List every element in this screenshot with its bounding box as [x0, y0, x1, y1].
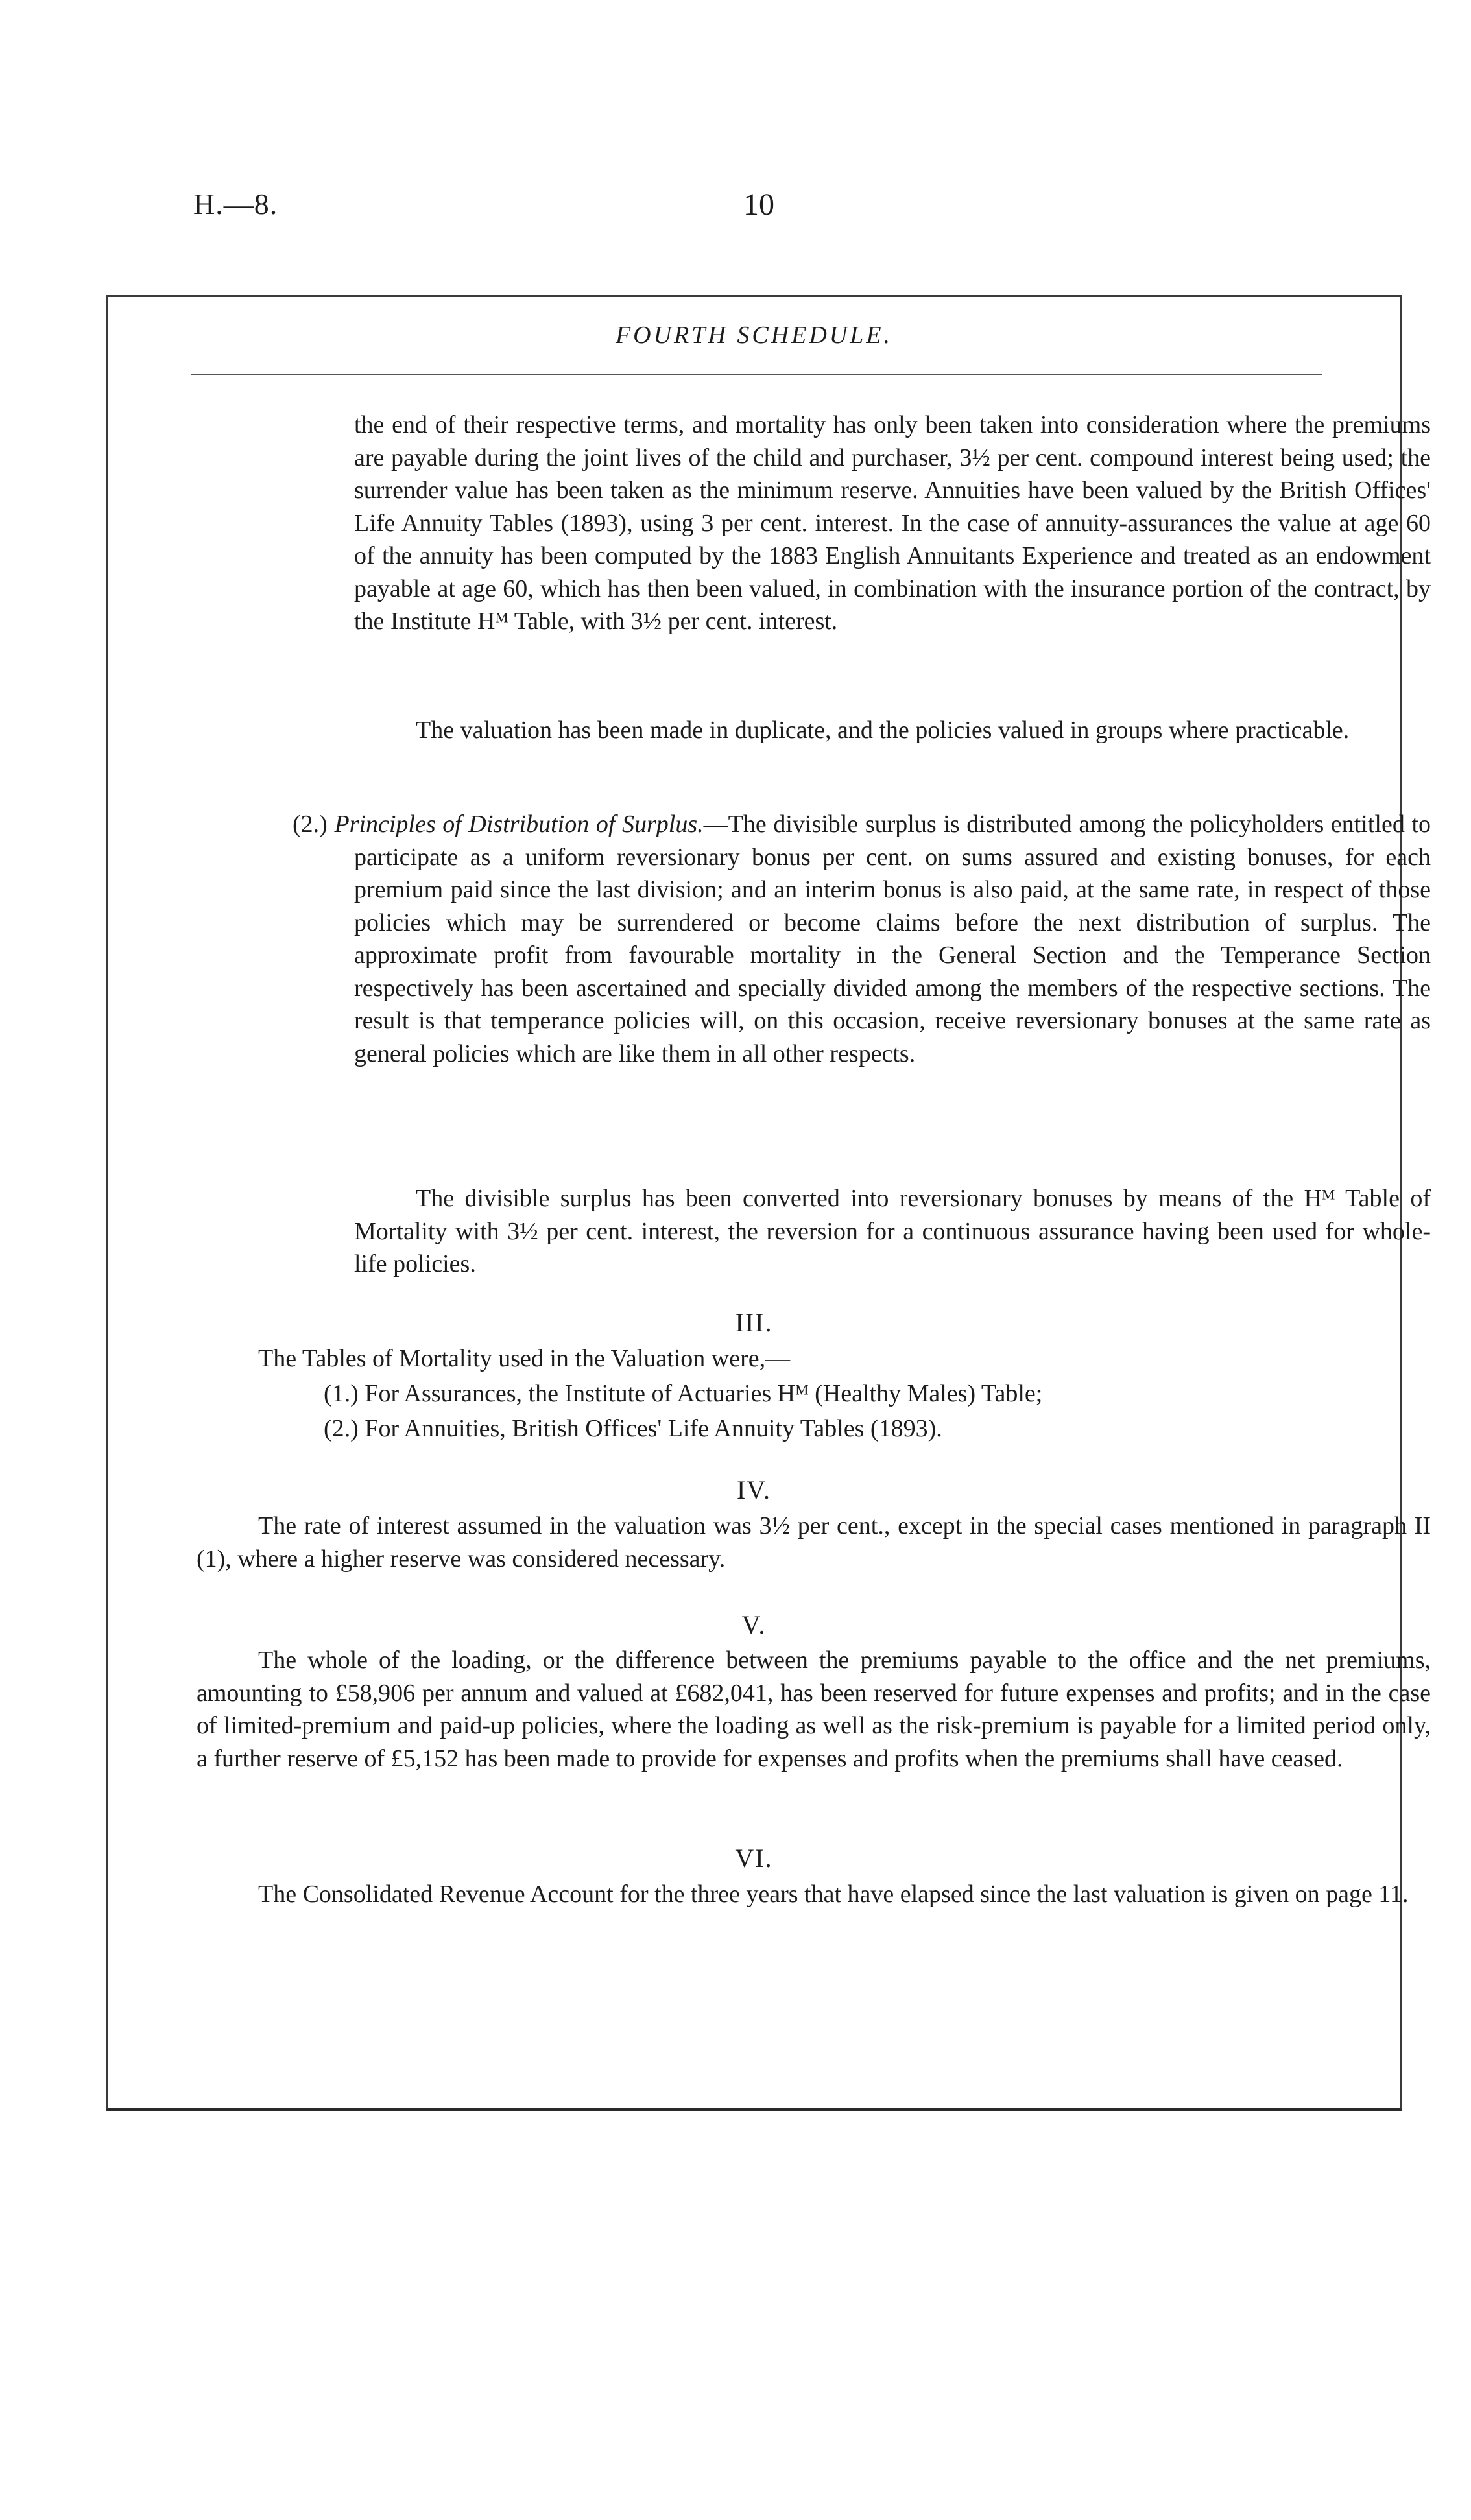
section-iii-item-1: (1.) For Assurances, the Institute of Actuaries Hᴹ (Healthy Males) Table; — [324, 1380, 1043, 1407]
item-2-number: (2.) — [293, 811, 328, 838]
document-code: H.—8. — [193, 187, 278, 220]
distribution-of-surplus-item — [293, 808, 1431, 1070]
section-iii-intro: The Tables of Mortality used in the Valuation were,— — [258, 1345, 791, 1372]
section-v-numeral: V. — [741, 1610, 767, 1639]
schedule-title: FOURTH SCHEDULE. — [615, 322, 893, 349]
section-ii-paragraph-2: The valuation has been made in duplicate, and the policies valued in groups where practicable. — [416, 717, 1350, 744]
page-number: 10 — [743, 187, 774, 222]
schedule-frame — [106, 295, 1431, 2111]
section-ii-paragraph-3: The divisible surplus has been converted into reversionary bonuses by means of the Hᴹ Table of Mortality with 3½ per cent. interest, the reversion for a continuous assurance having been used for whole-life policies. — [354, 1185, 1431, 1278]
section-iii-numeral: III. — [735, 1308, 773, 1337]
section-iv-numeral: IV. — [736, 1475, 772, 1504]
item-2-heading: Principles of Distribution of Surplus. — [334, 811, 704, 838]
section-vi-numeral: VI. — [735, 1844, 773, 1873]
section-vi-text: The Consolidated Revenue Account for the three years that have elapsed since the last valuation is given on page 11. — [258, 1881, 1409, 1908]
section-iv-text: The rate of interest assumed in the valuation was 3½ per cent., except in the special cases mentioned in paragraph II (1), where a higher reserve was considered necessary. — [197, 1512, 1431, 1573]
item-2-text: —The divisible surplus is distributed among the policyholders entitled to participate as a uniform reversionary bonus per cent. on sums assured and existing bonuses, for each premium paid since the last division; and an interim bonus is also paid, at the same rate, in respect of those policies which may be surrendered or become claims before the next distribution of surplus. The approximate profit from favourable mortality in the General Section and the Temperance Section respectively has been ascertained and specially divided among the members of the respective sections. The result is that temperance policies will, on this occasion, receive reversionary bonuses at the same rate as general policies which are like them in all other respects. — [354, 811, 1431, 1067]
schedule-content — [108, 297, 1431, 2108]
section-iii-item-2: (2.) For Annuities, British Offices' Life Annuity Tables (1893). — [324, 1415, 942, 1442]
section-ii-paragraph-1: the end of their respective terms, and mortality has only been taken into consideration where the premiums are payable during the joint lives of the child and purchaser, 3½ per cent. compound interest being used; the surrender value has been taken as the minimum reserve. Annuities have been valued by the British Offices' Life Annuity Tables (1893), using 3 per cent. interest. In the case of annuity-assurances the value at age 60 of the annuity has been computed by the 1883 English Annuitants Experience and treated as an endowment payable at age 60, which has then been valued, in combination with the insurance portion of the contract, by the Institute Hᴹ Table, with 3½ per cent. interest. — [354, 411, 1431, 635]
section-v-text: The whole of the loading, or the difference between the premiums payable to the office and the net premiums, amounting to £58,906 per annum and valued at £682,041, has been reserved for future expenses and profits; and in the case of limited-premium and paid-up policies, where the loading as well as the risk-premium is payable for a limited period only, a further reserve of £5,152 has been made to provide for expenses and profits when the premiums shall have ceased. — [197, 1646, 1431, 1772]
